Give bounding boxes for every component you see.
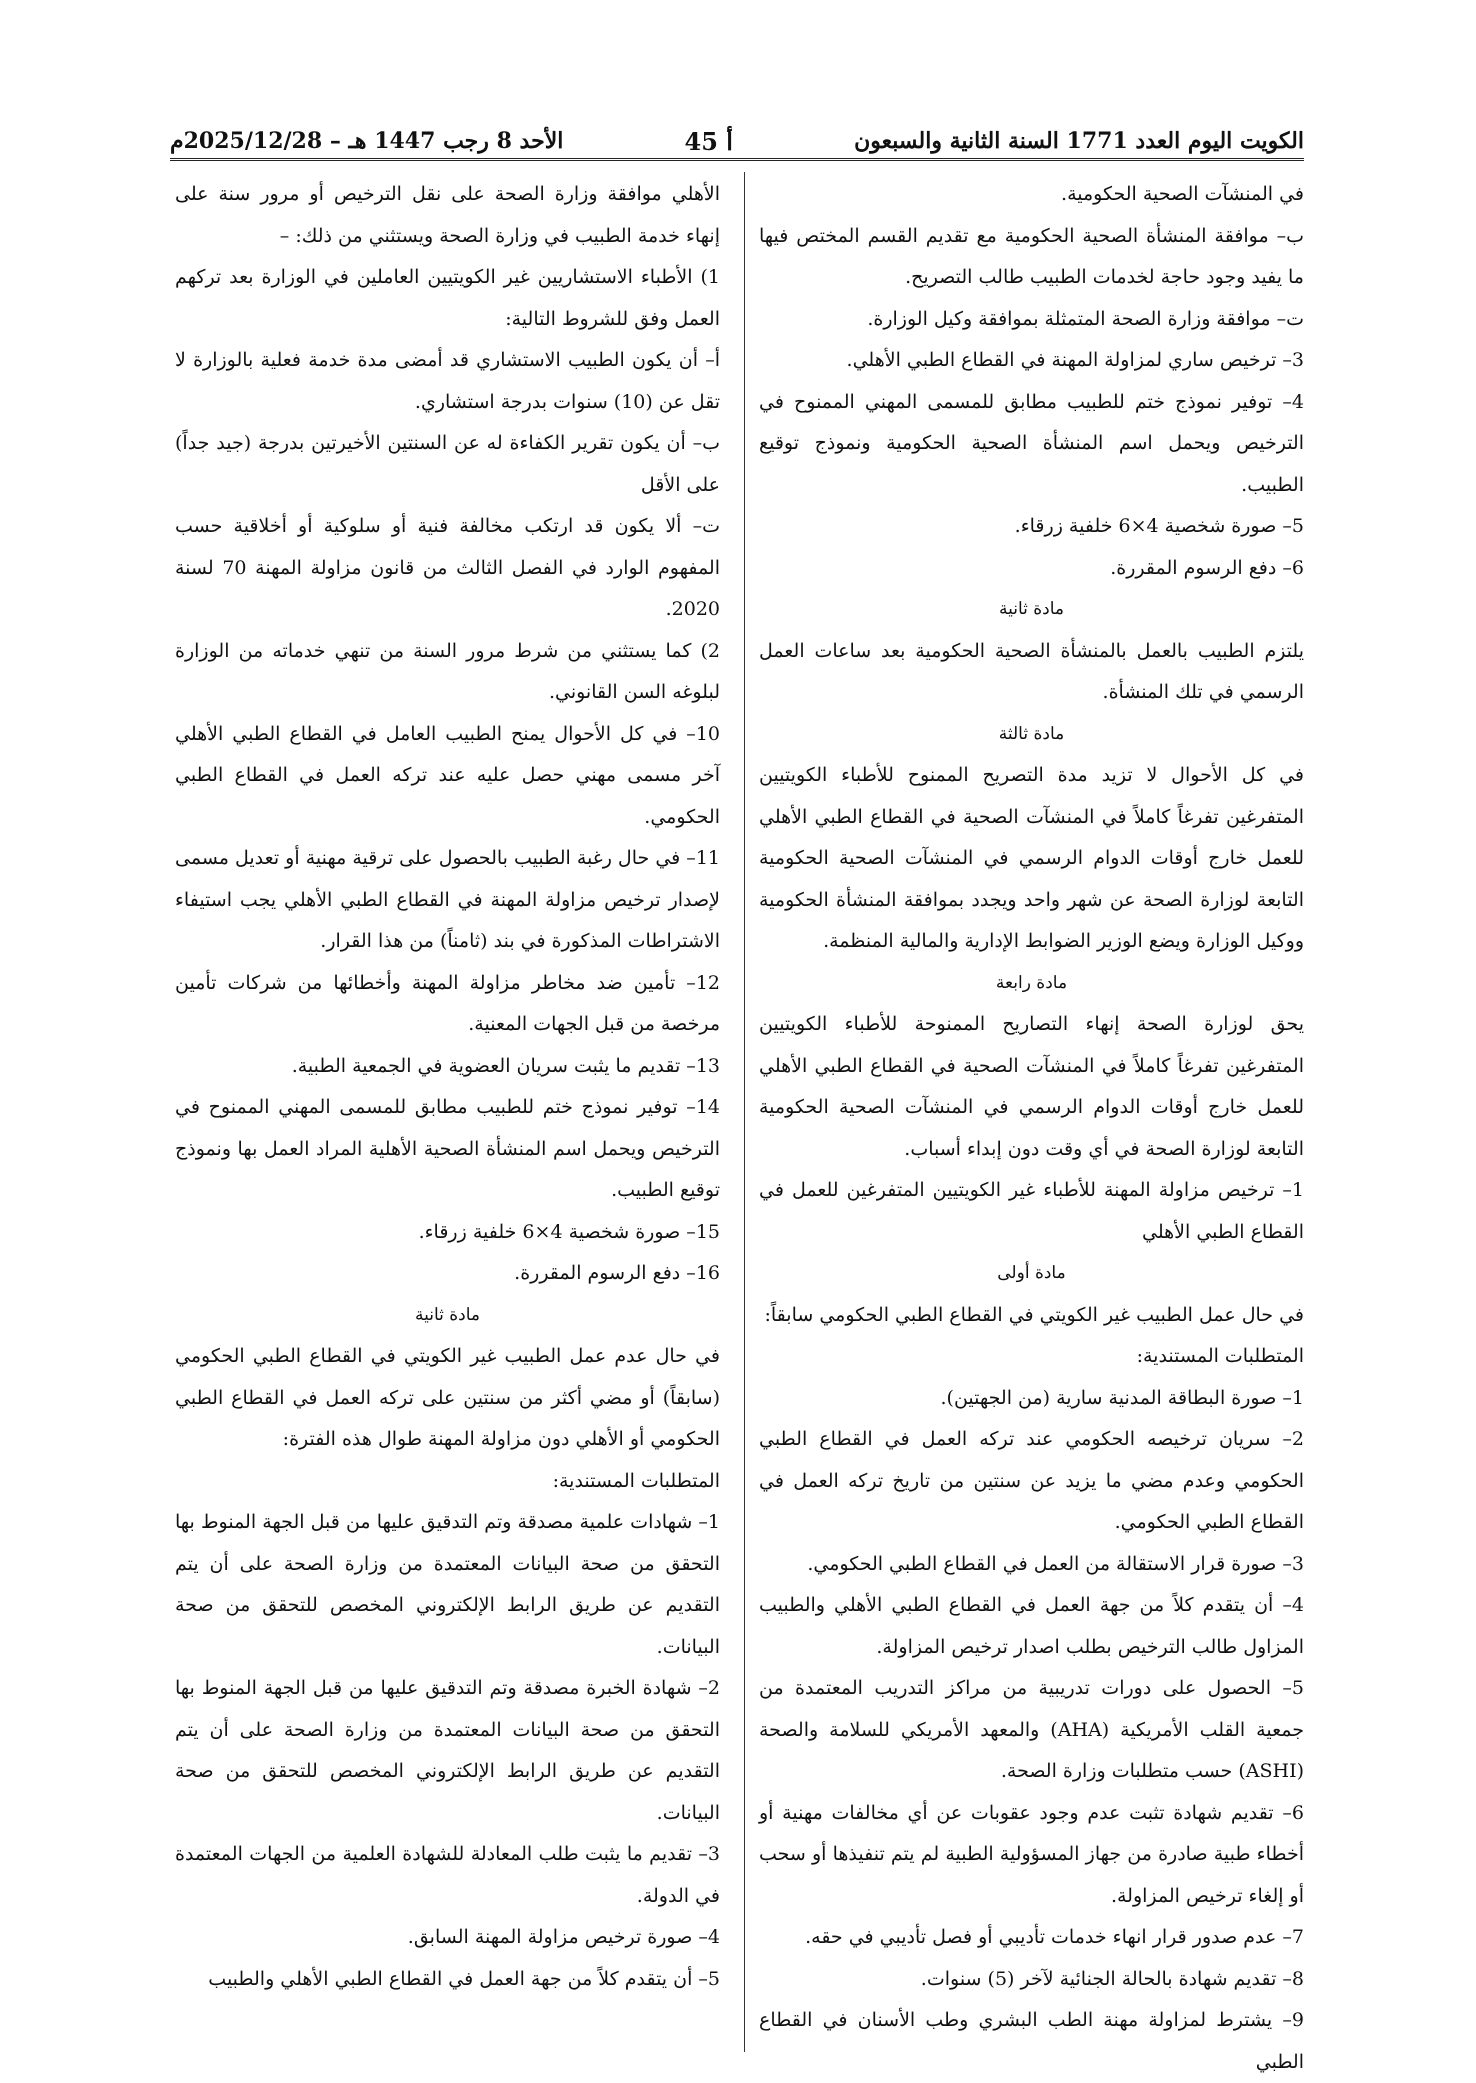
page-number: أ 45 (684, 126, 733, 156)
list-item: 2) كما يستثني من شرط مرور السنة من تنهي خدماته من الوزارة لبلوغه السن القانوني. (175, 639, 720, 703)
paragraph: في كل الأحوال لا تزيد مدة التصريح الممنوح للأطباء الكويتيين المتفرغين تفرغاً كاملاً في المنشآت الصحية في القطاع الطبي الأهلي للعمل خارج أوقات الدوام الرسمي في المنشآت الصحية الحكومية التابعة لوزارة الصحة عن شهر واحد ويجدد بموافقة المنشأة الحكومية ووكيل الوزارة ويضع الوزير الضوابط الإدارية والمالية المنظمة. (759, 764, 1304, 952)
article-heading: مادة ثانية (414, 1304, 481, 1325)
list-item: 15– صورة شخصية 4×6 خلفية زرقاء. (418, 1220, 720, 1243)
list-item: 5– صورة شخصية 4×6 خلفية زرقاء. (1014, 515, 1304, 537)
article-heading: مادة أولى (997, 1263, 1066, 1283)
list-item: 1– شهادات علمية مصدقة وتم التدقيق عليها من قبل الجهة المنوط بها التحقق من صحة البيانات المعتمدة من وزارة الصحة على أن يتم التقديم عن طريق الرابط الإلكتروني المخصص للتحقق من صحة البيانات. (175, 1511, 720, 1658)
list-item: ت– ألا يكون قد ارتكب مخالفة فنية أو سلوكية أو أخلاقية حسب المفهوم الوارد في الفصل الثالث من قانون مزاولة المهنة 70 لسنة 2020. (175, 515, 721, 620)
list-item: 11– في حال رغبة الطبيب بالحصول على ترقية مهنية أو تعديل مسمى لإصدار ترخيص مزاولة المهنة في القطاع الطبي الأهلي يجب استيفاء الاشتراطات المذكورة في بند (ثامناً) من هذا القرار. (175, 847, 720, 952)
header-date: الأحد 8 رجب 1447 هـ – 2025/12/28م (170, 128, 564, 154)
article-heading: مادة ثالثة (998, 723, 1065, 744)
list-item: 5– الحصول على دورات تدريبية من مراكز التدريب المعتمدة من جمعية القلب الأمريكية (AHA) والمعهد الأمريكي للسلامة والصحة (ASHI) حسب متطلبات وزارة الصحة. (759, 1677, 1304, 1782)
header-issue: الكويت اليوم العدد 1771 السنة الثانية والسبعون (854, 128, 1304, 154)
article-heading: مادة رابعة (995, 972, 1068, 993)
list-item: 3– ترخيص ساري لمزاولة المهنة في القطاع الطبي الأهلي. (846, 349, 1304, 371)
list-item: 4– صورة ترخيص مزاولة المهنة السابق. (407, 1926, 720, 1948)
list-item: 12– تأمين ضد مخاطر مزاولة المهنة وأخطائها من شركات تأمين مرخصة من قبل الجهات المعنية. (175, 971, 720, 1035)
paragraph: المتطلبات المستندية: (552, 1469, 720, 1492)
paragraph: في المنشآت الصحية الحكومية. (1061, 183, 1304, 205)
list-item: 8– تقديم شهادة بالحالة الجنائية لآخر (5) سنوات. (920, 1967, 1304, 1990)
right-column (759, 174, 1304, 2073)
list-item: أ– أن يكون الطبيب الاستشاري قد أمضى مدة خدمة فعلية بالوزارة لا تقل عن (10) سنوات بدرجة استشاري. (175, 349, 720, 413)
column-divider (744, 172, 745, 2052)
paragraph: في حال عدم عمل الطبيب غير الكويتي في القطاع الطبي الحكومي (سابقاً) أو مضي أكثر من سنتين على تركه العمل في القطاع الطبي الحكومي أو الأهلي دون مزاولة المهنة طوال هذه الفترة: (175, 1345, 720, 1450)
list-item: 3– صورة قرار الاستقالة من العمل في القطاع الطبي الحكومي. (807, 1552, 1304, 1575)
list-item: 2– سريان ترخيصه الحكومي عند تركه العمل في القطاع الطبي الحكومي وعدم مضي ما يزيد عن سنتين من تاريخ تركه العمل في القطاع الطبي الحكومي. (759, 1428, 1304, 1533)
paragraph: الأهلي موافقة وزارة الصحة على نقل الترخيص أو مرور سنة على إنهاء خدمة الطبيب في وزارة الصحة ويستثني من ذلك: – (175, 183, 720, 247)
list-item: 6– دفع الرسوم المقررة. (1110, 556, 1304, 579)
list-item: 5– أن يتقدم كلاً من جهة العمل في القطاع الطبي الأهلي والطبيب (208, 1967, 720, 1990)
list-item: 13– تقديم ما يثبت سريان العضوية في الجمعية الطبية. (291, 1054, 720, 1077)
list-item: ب– أن يكون تقرير الكفاءة له عن السنتين الأخيرتين بدرجة (جيد جداً) على الأقل (175, 432, 720, 496)
paragraph: المتطلبات المستندية: (1136, 1345, 1304, 1367)
article-heading: مادة ثانية (998, 599, 1065, 619)
list-item: 4– توفير نموذج ختم للطبيب مطابق للمسمى المهني الممنوح في الترخيص ويحمل اسم المنشأة الصحية الحكومية ونموذج توقيع الطبيب. (759, 390, 1304, 496)
paragraph: يحق لوزارة الصحة إنهاء التصاريح الممنوحة للأطباء الكويتيين المتفرغين تفرغاً كاملاً في المنشآت الصحية في القطاع الطبي الأهلي للعمل خارج أوقات الدوام الرسمي في المنشآت الصحية الحكومية التابعة لوزارة الصحة في أي وقت دون إبداء أسباب. (759, 1013, 1304, 1160)
paragraph: في حال عمل الطبيب غير الكويتي في القطاع الطبي الحكومي سابقاً: (764, 1303, 1304, 1326)
list-item: 1– ترخيص مزاولة المهنة للأطباء غير الكويتيين المتفرغين للعمل في القطاع الطبي الأهلي (759, 1179, 1304, 1243)
list-item: 14– توفير نموذج ختم للطبيب مطابق للمسمى المهني الممنوح في الترخيص ويحمل اسم المنشأة الصحية الأهلية المراد العمل بها ونموذج توقيع الطبيب. (175, 1096, 720, 1201)
list-item: 10– في كل الأحوال يمنح الطبيب العامل في القطاع الطبي الأهلي آخر مسمى مهني حصل عليه عند تركه العمل في القطاع الطبي الحكومي. (175, 722, 720, 828)
list-item: 16– دفع الرسوم المقررة. (514, 1262, 720, 1284)
paragraph: يلتزم الطبيب بالعمل بالمنشأة الصحية الحكومية بعد ساعات العمل الرسمي في تلك المنشأة. (759, 639, 1304, 703)
list-item: 9– يشترط لمزاولة مهنة الطب البشري وطب الأسنان في القطاع الطبي (759, 2009, 1304, 2073)
left-column (175, 174, 720, 2054)
list-item: 4– أن يتقدم كلاً من جهة العمل في القطاع الطبي الأهلي والطبيب المزاول طالب الترخيص بطلب اصدار ترخيص المزاولة. (759, 1594, 1304, 1658)
list-item: 7– عدم صدور قرار انهاء خدمات تأديبي أو فصل تأديبي في حقه. (805, 1926, 1304, 1948)
list-item: 2– شهادة الخبرة مصدقة وتم التدقيق عليها من قبل الجهة المنوط بها التحقق من صحة البيانات المعتمدة من وزارة الصحة على أن يتم التقديم عن طريق الرابط الإلكتروني المخصص للتحقق من صحة البيانات. (175, 1677, 720, 1824)
list-item: 1) الأطباء الاستشاريين غير الكويتيين العاملين في الوزارة بعد تركهم العمل وفق للشروط التالية: (175, 266, 720, 330)
header-rule (170, 158, 1304, 161)
list-item: 3– تقديم ما يثبت طلب المعادلة للشهادة العلمية من الجهات المعتمدة في الدولة. (175, 1843, 720, 1907)
list-item: ت– موافقة وزارة الصحة المتمثلة بموافقة وكيل الوزارة. (867, 307, 1304, 330)
list-item: 1– صورة البطاقة المدنية سارية (من الجهتين). (940, 1386, 1304, 1409)
list-item: 6– تقديم شهادة تثبت عدم وجود عقوبات عن أي مخالفات مهنية أو أخطاء طبية صادرة من جهاز المسؤولية الطبية لم يتم تنفيذها أو سحب أو إلغاء ترخيص المزاولة. (759, 1801, 1304, 1907)
list-item: ب– موافقة المنشأة الصحية الحكومية مع تقديم القسم المختص فيها ما يفيد وجود حاجة لخدمات الطبيب طالب التصريح. (759, 224, 1304, 288)
